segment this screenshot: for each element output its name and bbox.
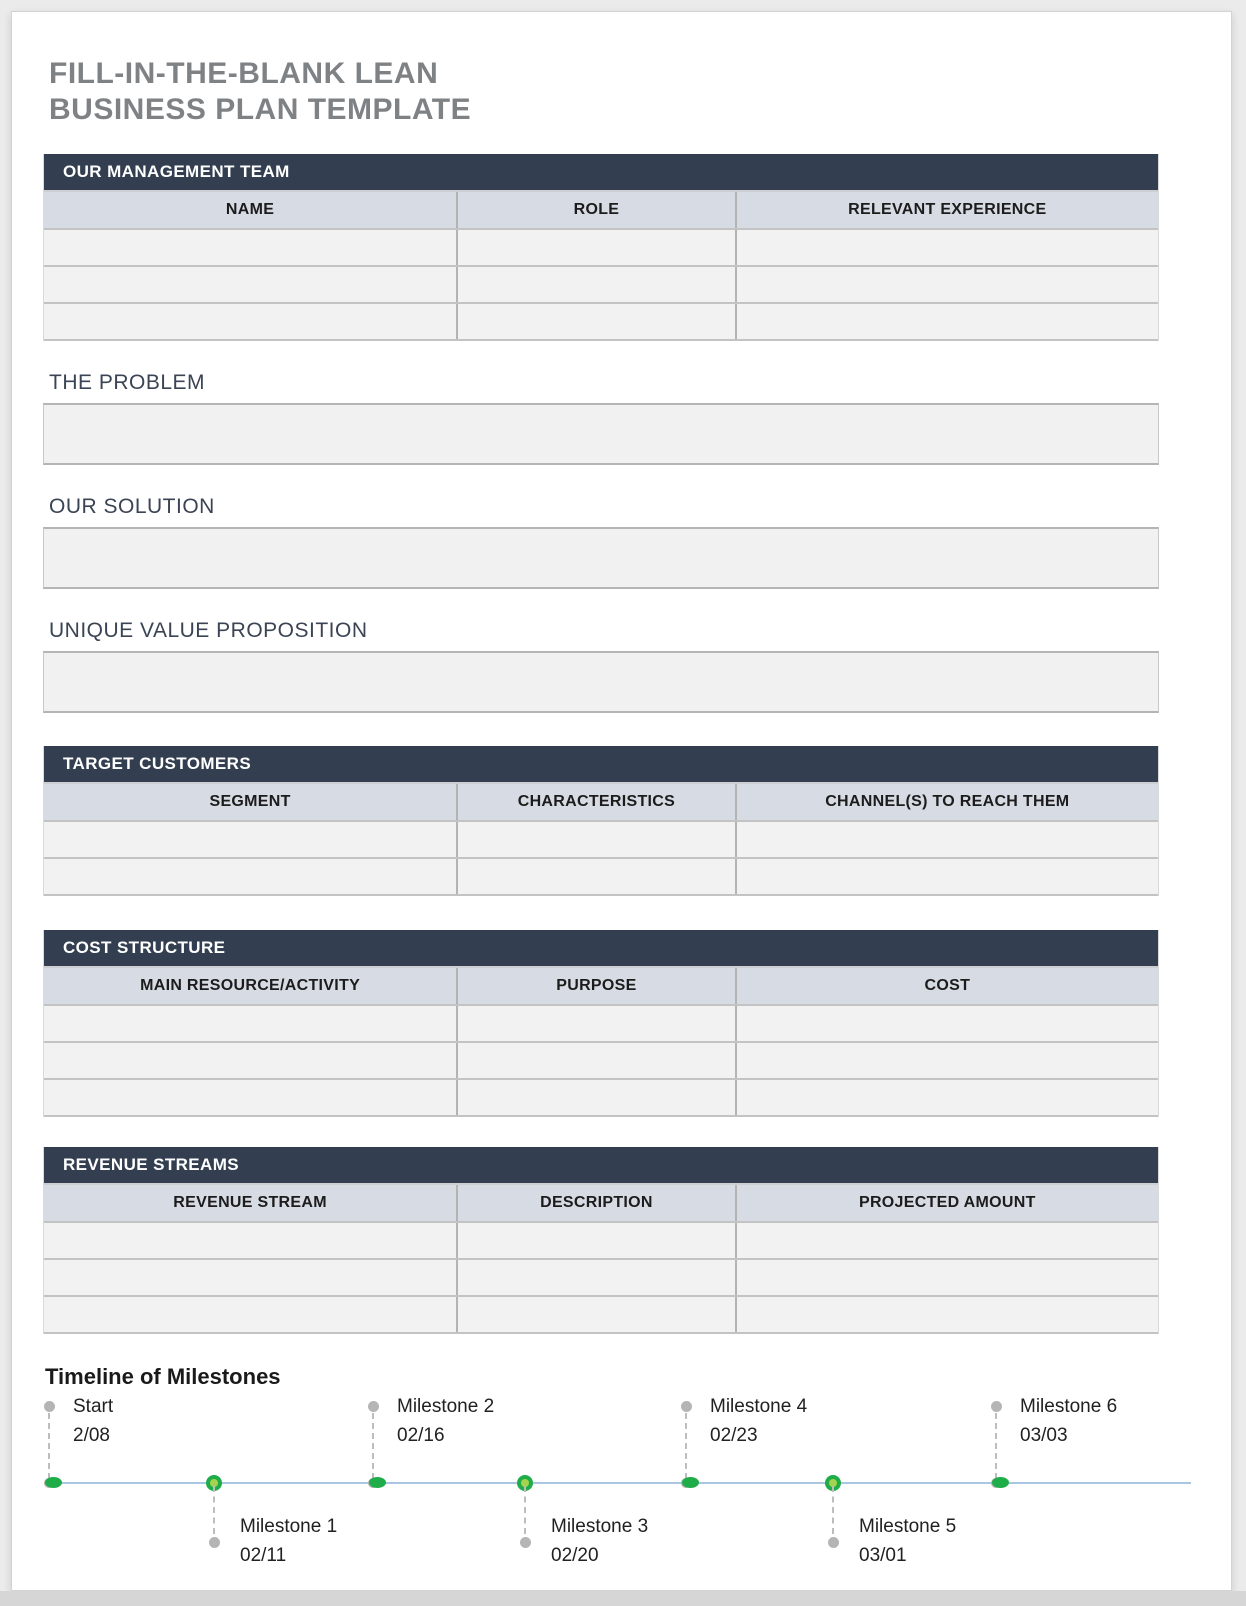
empty-cell[interactable] <box>44 230 456 265</box>
timeline-chart <box>43 1390 1205 1590</box>
unique-value-proposition-input-box[interactable] <box>43 651 1159 713</box>
table-body <box>44 1006 1158 1117</box>
dashed-connector <box>372 1413 374 1479</box>
table-row <box>44 1006 1158 1043</box>
empty-cell[interactable] <box>456 304 735 339</box>
empty-cell[interactable] <box>735 1297 1158 1332</box>
empty-cell[interactable] <box>44 1223 456 1258</box>
empty-cell[interactable] <box>44 1080 456 1115</box>
dashed-connector <box>685 1413 687 1479</box>
milestone-label <box>710 1392 807 1450</box>
connector-end-dot <box>44 1401 55 1412</box>
column-header-characteristics: CHARACTERISTICS <box>456 784 735 820</box>
dashed-connector <box>213 1486 215 1534</box>
page-title <box>49 56 1159 128</box>
milestone-name: Milestone 5 <box>859 1516 957 1537</box>
connector-end-dot <box>991 1401 1002 1412</box>
empty-cell[interactable] <box>456 1297 735 1332</box>
problem-input-box[interactable] <box>43 403 1159 465</box>
empty-cell[interactable] <box>44 267 456 302</box>
milestone-label <box>240 1512 337 1570</box>
empty-cell[interactable] <box>456 1260 735 1295</box>
section-problem <box>43 371 1159 465</box>
milestone-marker-icon <box>992 1477 1009 1488</box>
table-header-row <box>44 1185 1158 1223</box>
table-title-bar: COST STRUCTURE <box>44 930 1158 968</box>
milestone-marker-icon <box>45 1477 62 1488</box>
empty-cell[interactable] <box>735 1006 1158 1041</box>
bottom-strip <box>0 1591 1246 1606</box>
empty-cell[interactable] <box>456 1006 735 1041</box>
empty-cell[interactable] <box>456 1080 735 1115</box>
table-row <box>44 230 1158 267</box>
document-page <box>11 11 1232 1591</box>
dashed-connector <box>832 1486 834 1534</box>
table-header-row <box>44 968 1158 1006</box>
connector-end-dot <box>681 1401 692 1412</box>
empty-cell[interactable] <box>44 1043 456 1078</box>
column-header-segment: SEGMENT <box>209 793 291 810</box>
milestone-date: 03/01 <box>859 1545 907 1566</box>
column-header-purpose: PURPOSE <box>456 968 735 1004</box>
milestone-label <box>1020 1392 1117 1450</box>
connector-end-dot <box>368 1401 379 1412</box>
empty-cell[interactable] <box>735 1260 1158 1295</box>
column-header-projected-amount: PROJECTED AMOUNT <box>735 1185 1158 1221</box>
milestone-date: 02/23 <box>710 1425 758 1446</box>
milestone-name: Milestone 4 <box>710 1396 808 1417</box>
table-row <box>44 859 1158 896</box>
table-body <box>44 1223 1158 1334</box>
column-header-description: DESCRIPTION <box>456 1185 735 1221</box>
milestone-date: 02/16 <box>397 1425 445 1446</box>
table-title-bar: OUR MANAGEMENT TEAM <box>44 154 1158 192</box>
milestone-name: Milestone 1 <box>240 1516 338 1537</box>
empty-cell[interactable] <box>735 822 1158 857</box>
table-row <box>44 1043 1158 1080</box>
column-header-revenue-stream: REVENUE STREAM <box>173 1194 327 1211</box>
table-title-bar: REVENUE STREAMS <box>44 1147 1158 1185</box>
section-label-problem: THE PROBLEM <box>49 371 206 394</box>
section-label-unique-value-proposition: UNIQUE VALUE PROPOSITION <box>49 619 368 642</box>
milestone-name: Milestone 3 <box>551 1516 649 1537</box>
column-header-relevant-experience: RELEVANT EXPERIENCE <box>735 192 1158 228</box>
dashed-connector <box>995 1413 997 1479</box>
milestone-date: 03/03 <box>1020 1425 1068 1446</box>
milestone-label <box>397 1392 494 1450</box>
table-cost-structure <box>43 930 1159 1117</box>
dashed-connector <box>48 1413 50 1479</box>
empty-cell[interactable] <box>735 1080 1158 1115</box>
empty-cell[interactable] <box>44 304 456 339</box>
connector-end-dot <box>828 1537 839 1548</box>
milestone-date: 02/11 <box>240 1545 287 1566</box>
milestone-name: Milestone 6 <box>1020 1396 1118 1417</box>
connector-end-dot <box>209 1537 220 1548</box>
dashed-connector <box>524 1486 526 1534</box>
empty-cell[interactable] <box>456 1043 735 1078</box>
milestone-label <box>551 1512 648 1570</box>
table-row <box>44 822 1158 859</box>
empty-cell[interactable] <box>44 859 456 894</box>
empty-cell[interactable] <box>456 859 735 894</box>
empty-cell[interactable] <box>456 1223 735 1258</box>
column-header-cost: COST <box>735 968 1158 1004</box>
empty-cell[interactable] <box>44 822 456 857</box>
page-title-line-1: FILL-IN-THE-BLANK LEAN <box>49 57 439 90</box>
table-revenue-streams <box>43 1147 1159 1334</box>
table-row <box>44 1260 1158 1297</box>
empty-cell[interactable] <box>44 1260 456 1295</box>
column-header-channels: CHANNEL(S) TO REACH THEM <box>735 784 1158 820</box>
table-management-team <box>43 154 1159 341</box>
table-row <box>44 267 1158 304</box>
section-solution <box>43 495 1159 589</box>
table-row <box>44 304 1158 341</box>
table-row <box>44 1223 1158 1260</box>
section-label-solution: OUR SOLUTION <box>49 495 215 518</box>
milestone-date: 2/08 <box>73 1425 110 1446</box>
empty-cell[interactable] <box>44 1297 456 1332</box>
milestone-marker-icon <box>369 1477 386 1488</box>
empty-cell[interactable] <box>735 859 1158 894</box>
empty-cell[interactable] <box>44 1006 456 1041</box>
solution-input-box[interactable] <box>43 527 1159 589</box>
document-content <box>12 12 1231 1590</box>
empty-cell[interactable] <box>456 267 735 302</box>
empty-cell[interactable] <box>456 230 735 265</box>
table-header-row <box>44 784 1158 822</box>
table-row <box>44 1080 1158 1117</box>
table-title-bar: TARGET CUSTOMERS <box>44 746 1158 784</box>
milestone-label <box>73 1392 113 1450</box>
table-row <box>44 1297 1158 1334</box>
section-timeline <box>43 1364 1159 1590</box>
section-unique-value-proposition <box>43 619 1159 713</box>
empty-cell[interactable] <box>735 304 1158 339</box>
page-title-line-2: BUSINESS PLAN TEMPLATE <box>49 93 472 126</box>
empty-cell[interactable] <box>735 1223 1158 1258</box>
table-target-customers <box>43 746 1159 896</box>
table-body <box>44 822 1158 896</box>
milestone-name: Milestone 2 <box>397 1396 495 1417</box>
table-body <box>44 230 1158 341</box>
connector-end-dot <box>520 1537 531 1548</box>
milestone-name: Start <box>73 1396 114 1417</box>
table-header-row <box>44 192 1158 230</box>
column-header-main-resource-activity: MAIN RESOURCE/ACTIVITY <box>140 977 361 994</box>
column-header-role: ROLE <box>456 192 735 228</box>
empty-cell[interactable] <box>735 230 1158 265</box>
empty-cell[interactable] <box>735 1043 1158 1078</box>
milestone-label <box>859 1512 956 1570</box>
milestone-date: 02/20 <box>551 1545 599 1566</box>
column-header-name: NAME <box>225 201 275 218</box>
empty-cell[interactable] <box>456 822 735 857</box>
milestone-marker-icon <box>682 1477 699 1488</box>
timeline-heading: Timeline of Milestones <box>45 1364 281 1389</box>
empty-cell[interactable] <box>735 267 1158 302</box>
